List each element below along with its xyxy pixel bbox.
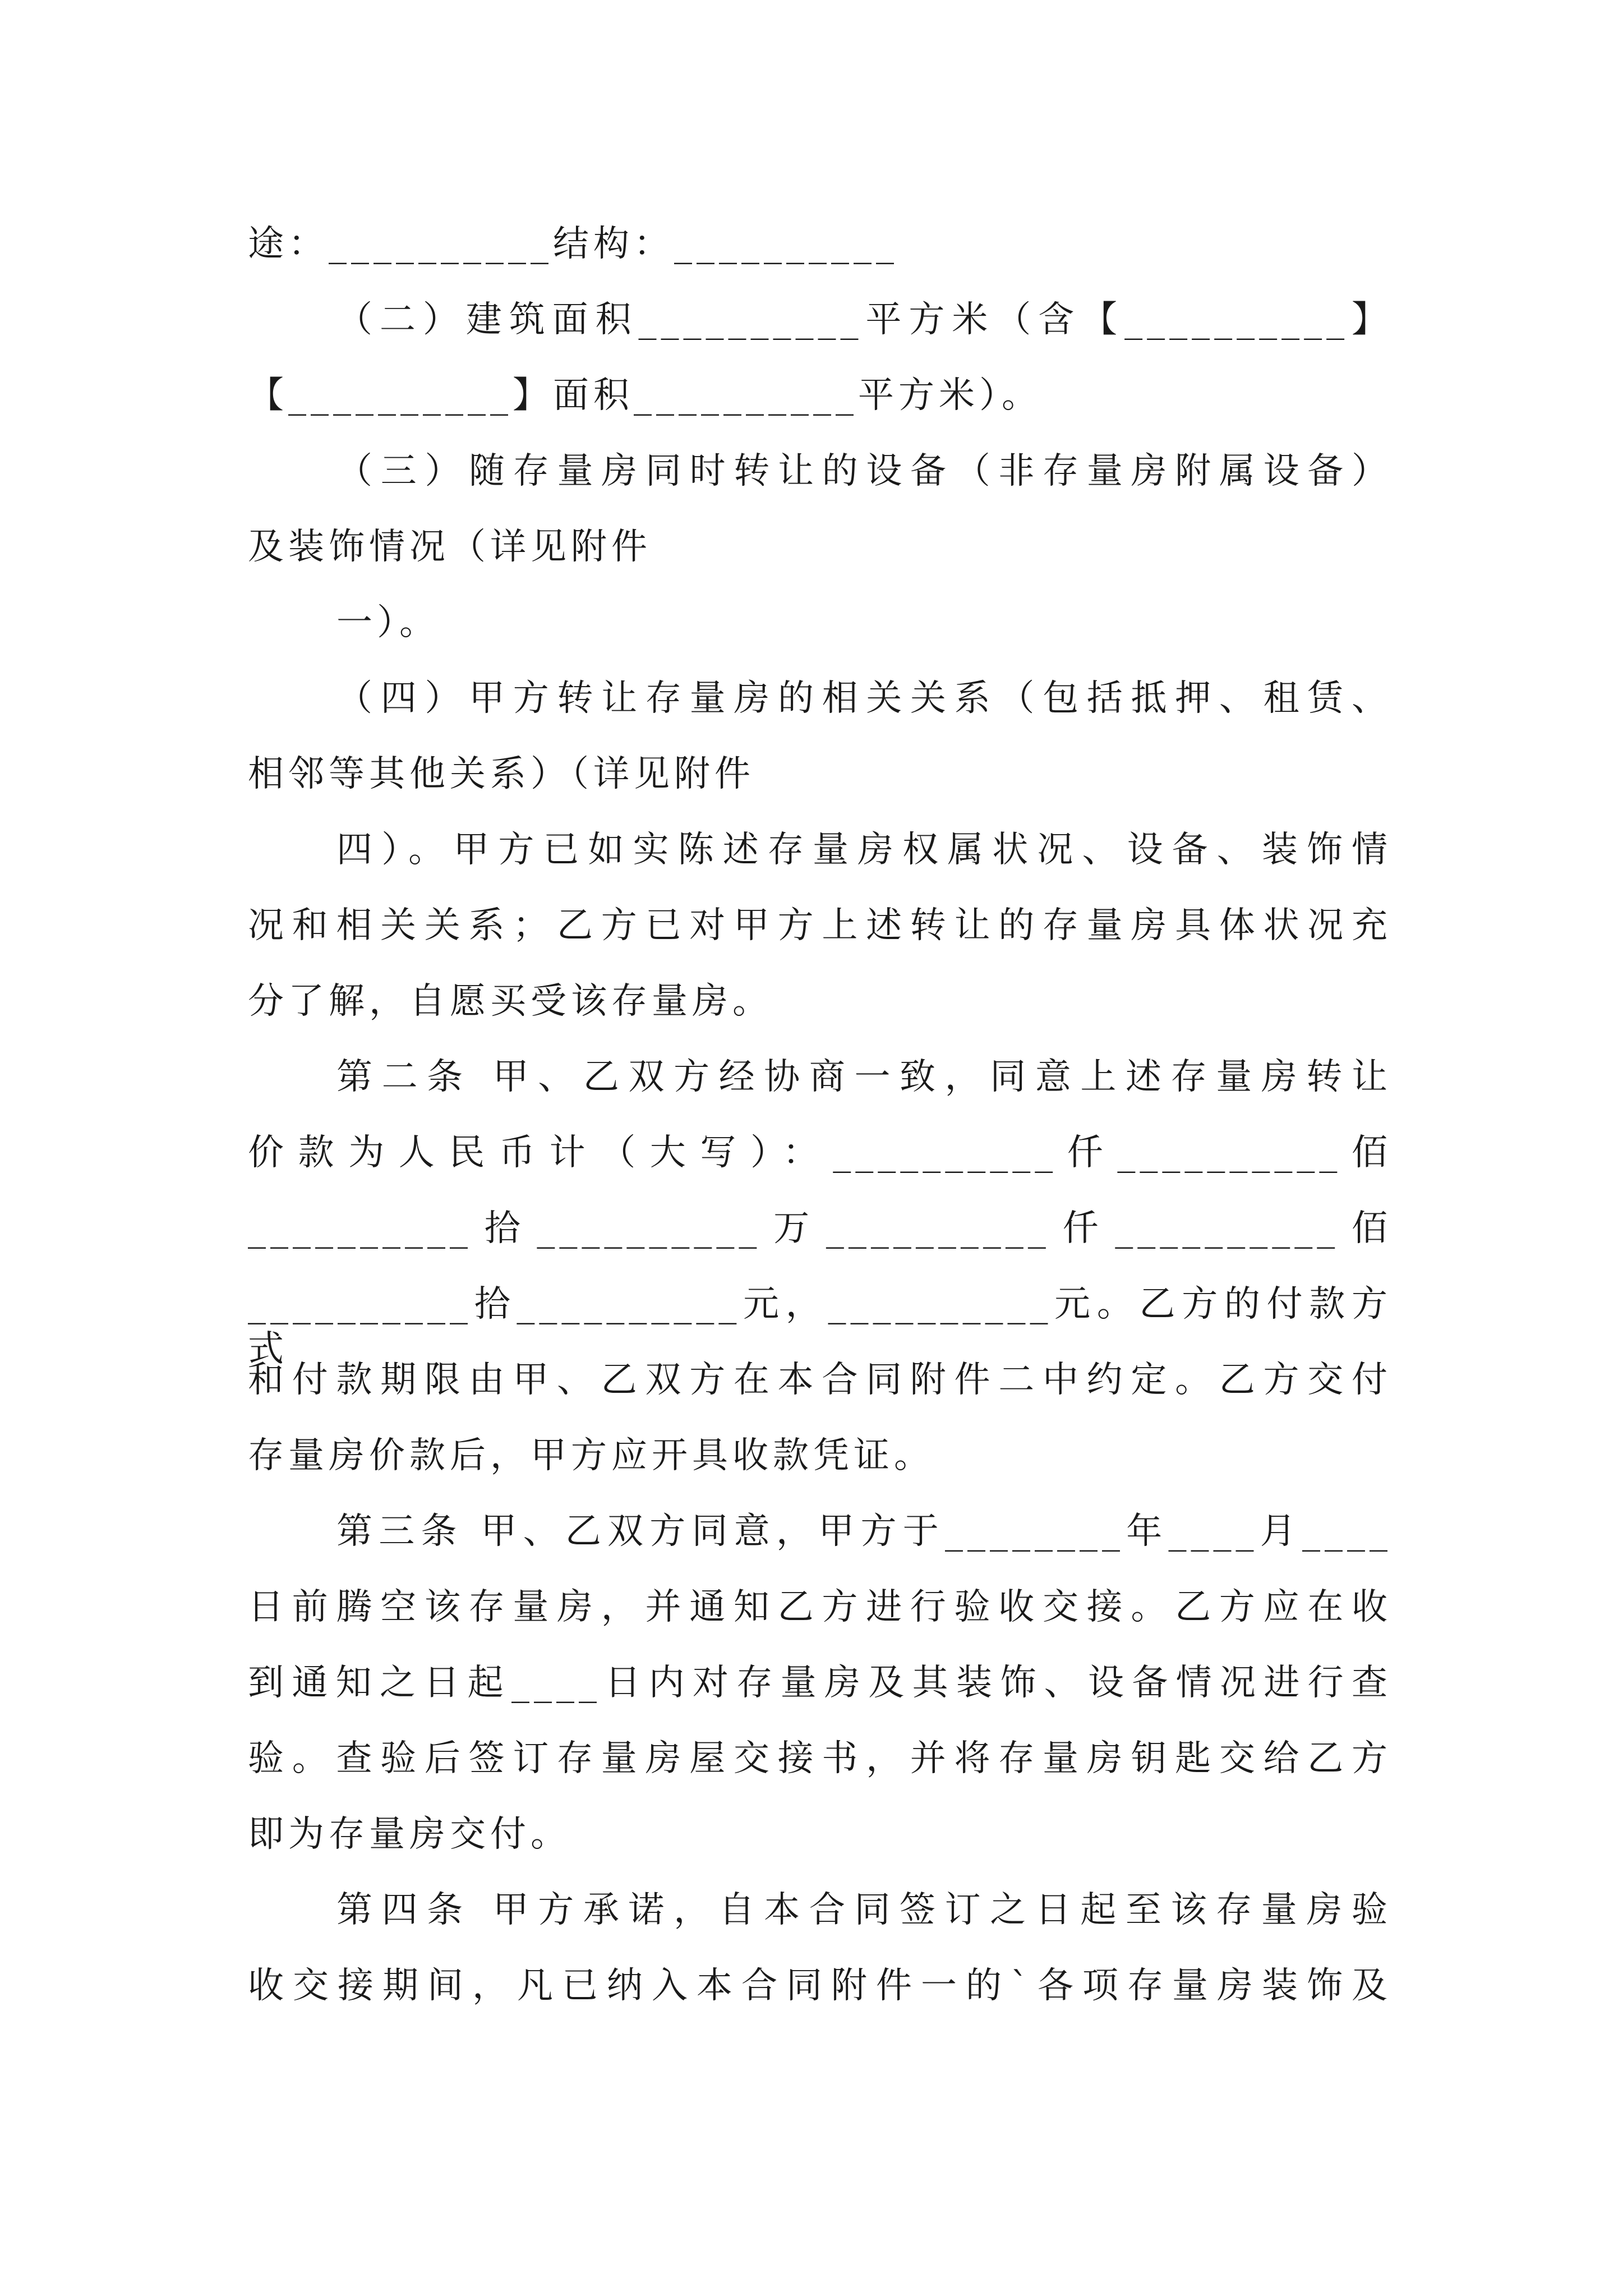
text-line-16: 和付款期限由甲、乙双方在本合同附件二中约定。乙方交付 bbox=[248, 1359, 1392, 1401]
text-line-9: 四）。甲方已如实陈述存量房权属状况、设备、装饰情 bbox=[336, 829, 1392, 871]
text-line-3: 【__________】面积__________平方米）。 bbox=[248, 375, 1042, 416]
text-line-21: 验。查验后签订存量房屋交接书，并将存量房钥匙交给乙方 bbox=[248, 1738, 1392, 1779]
text-line-19: 日前腾空该存量房，并通知乙方进行验收交接。乙方应在收 bbox=[248, 1586, 1392, 1628]
text-line-15: __________拾__________元，__________元。乙方的付款方式 bbox=[248, 1283, 1392, 1370]
text-line-7: （四）甲方转让存量房的相关关系（包括抵押、租赁、 bbox=[336, 678, 1392, 719]
text-line-20: 到通知之日起____日内对存量房及其装饰、设备情况进行查 bbox=[248, 1662, 1392, 1704]
text-line-11: 分了解，自愿买受该存量房。 bbox=[248, 981, 773, 1022]
text-line-8: 相邻等其他关系）（详见附件 bbox=[248, 753, 755, 795]
text-line-22: 即为存量房交付。 bbox=[248, 1814, 571, 1855]
text-line-12: 第二条 甲、乙双方经协商一致，同意上述存量房转让 bbox=[336, 1056, 1392, 1098]
text-line-23: 第四条 甲方承诺，自本合同签订之日起至该存量房验 bbox=[336, 1889, 1392, 1931]
text-line-14: __________拾__________万__________仟__________佰 bbox=[248, 1208, 1392, 1249]
text-line-2: （二）建筑面积__________平方米（含【__________】 bbox=[336, 299, 1392, 341]
text-line-10: 况和相关关系；乙方已对甲方上述转让的存量房具体状况充 bbox=[248, 905, 1392, 946]
text-line-5: 及装饰情况（详见附件 bbox=[248, 526, 652, 568]
text-line-17: 存量房价款后，甲方应开具收款凭证。 bbox=[248, 1435, 934, 1476]
text-line-4: （三）随存量房同时转让的设备（非存量房附属设备） bbox=[336, 450, 1392, 492]
text-line-24: 收交接期间，凡已纳入本合同附件一的`各项存量房装饰及 bbox=[248, 1965, 1392, 2007]
text-line-13: 价款为人民币计（大写）：__________仟__________佰 bbox=[248, 1132, 1392, 1174]
text-line-6: 一）。 bbox=[336, 602, 440, 643]
text-line-1: 途：__________结构：__________ bbox=[248, 223, 898, 265]
text-line-18: 第三条 甲、乙双方同意，甲方于________年____月____ bbox=[336, 1511, 1392, 1552]
